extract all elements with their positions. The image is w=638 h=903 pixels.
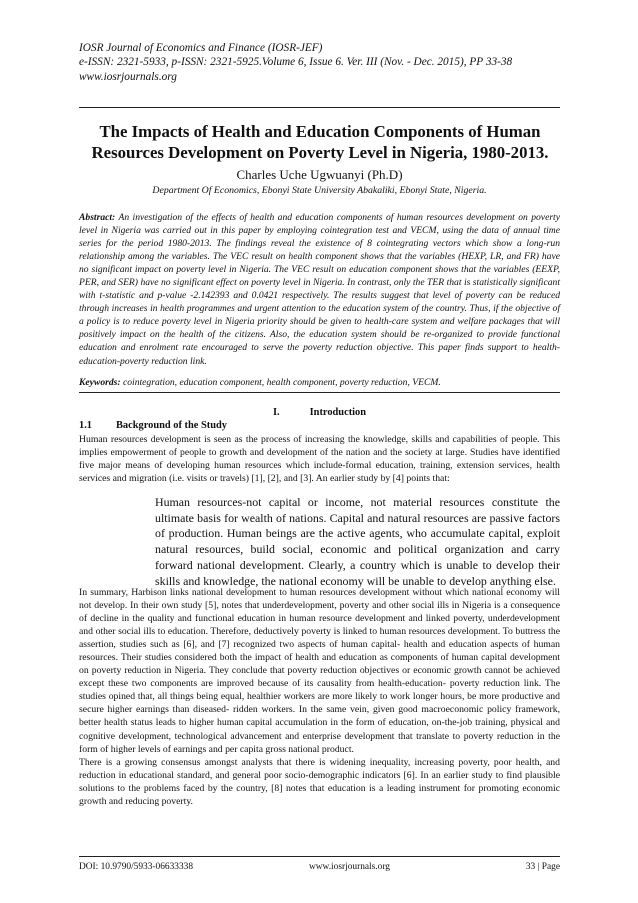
paper-author: Charles Uche Ugwuanyi (Ph.D)	[236, 167, 403, 182]
block-quote: Human resources-not capital or income, not material resources constitute the ultimate basis for wealth of nations. Capital and natural resources are passive factors of production. Human beings are the active agents, who accumulate capital, exploit natural resources, build social, economic and political organization and carry forward national development. Clearly, a country which is unable to develop their skills and knowledge, the national economy will be unable to develop anything else.	[155, 495, 560, 588]
journal-name: IOSR Journal of Economics and Finance (IOSR-JEF)	[79, 42, 323, 54]
footer-page-number: 33 | Page	[525, 862, 560, 872]
subsection-number: 1.1	[79, 420, 92, 431]
keywords-rule	[79, 392, 560, 393]
footer-website[interactable]: www.iosrjournals.org	[309, 862, 390, 872]
keywords-text: cointegration, education component, health component, poverty reduction, VECM.	[122, 377, 441, 388]
paper-title: The Impacts of Health and Education Components of Human Resources Development on Poverty Level in Nigeria, 1980-2013.	[91, 122, 549, 162]
subsection-title: Background of the Study	[116, 420, 227, 431]
journal-website[interactable]: www.iosrjournals.org	[79, 70, 177, 83]
footer-doi: DOI: 10.9790/5933-06633338	[79, 862, 194, 872]
abstract-label: Abstract:	[79, 212, 116, 223]
abstract-text: An investigation of the effects of health and education components of human resources development on poverty level in Nigeria was carried out in this paper by employing cointegration test and VECM, using the data of annual time series for the period 1980-2013. The findings reveal the existence of 8 cointegrating vectors which show a long-run relationship among the variables. The VEC result on health component shows that the variables (HEXP, LR, and FR) have no significant impact on poverty level in Nigeria. The VEC result on education component shows that the variables (EEXP, PER, and SER) have no significant effect on poverty level in Nigeria. In contrast, only the TER that is statistically significant with t-statistic and p-value -2.142393 and 0.0421 respectively. The results suggest that level of poverty can be reduced through increases in health programmes and urgent attention to the education system of the country. Thus, if the objective of a policy is to reduce poverty level in Nigeria priority should be given to health-care system and welfare packages that will positively impact on the health of the citizens. Also, the education system should be re-organized to provide functional education and enrolment rate encouraged to serve the poverty reduction objective. This paper finds support to health-education-poverty reduction link.	[79, 212, 560, 367]
body-paragraph-2: In summary, Harbison links national development to human resources development without which national economy will not develop. In their own study [5], notes that underdevelopment, poverty and other social ills in Nigeria is a consequence of decline in the quality and functional education in human resource development and linked poverty, underdevelopment and other social ills to education. Therefore, deductively poverty is linked to human resources development. To buttress the assertion, studies such as [6], and [7] recognized two aspects of human capital- health and education aspects of human resources. Their studies considered both the impact of health and education as components of human capital development on poverty reduction in Nigeria. They conclude that poverty reduction objectives or economic growth cannot be achieved except these two components are improved because of its causality from health-education- poverty reduction link. The studies opined that, all things being equal, healthier workers are more likely to work longer hours, be more productive and secure higher earnings than diseased- ridden workers. In the same vein, given good macroeconomic policy framework, better health status leads to higher human capital accumulation in the form of education, on-the-job training, physical and cognitive development, technological advancement and enterprise development that translate to poverty reduction in the form of higher levels of earnings and per capita gross national product.	[79, 587, 560, 755]
section-number: I.	[272, 407, 280, 418]
journal-issn: e-ISSN: 2321-5933, p-ISSN: 2321-5925.Volume 6, Issue 6. Ver. III (Nov. - Dec. 2015), PP 33-38	[79, 56, 513, 69]
abstract	[79, 211, 560, 368]
section-title: Introduction	[309, 407, 367, 418]
body-paragraph-1: Human resources development is seen as the process of increasing the knowledge, skills and capabilities of people. This implies empowerment of people to growth and development of the nation and the society at large. Studies have identified five major means of developing human resources which include-formal education, training, extension services, health services and migration (i.e. visits or travels) [1], [2], and [3]. An earlier study by [4] points that:	[79, 434, 560, 485]
footer-rule	[79, 856, 560, 857]
body-paragraph-3: There is a growing consensus amongst analysts that there is widening inequality, increasing poverty, poor health, and reduction in educational standard, and general poor socio-demographic indicators [6]. In an earlier study to find plausible solutions to the problems faced by the country, [8] notes that education is a leading instrument for promoting economic growth and reducing poverty.	[79, 756, 560, 807]
keywords-label: Keywords:	[79, 377, 121, 388]
author-affiliation: Department Of Economics, Ebonyi State University Abakaliki, Ebonyi State, Nigeria.	[152, 185, 487, 196]
section-heading	[79, 406, 560, 419]
subsection-heading	[79, 419, 560, 432]
keywords	[79, 376, 560, 389]
header-rule	[79, 107, 560, 108]
body-text	[79, 586, 560, 808]
running-header	[79, 41, 559, 84]
